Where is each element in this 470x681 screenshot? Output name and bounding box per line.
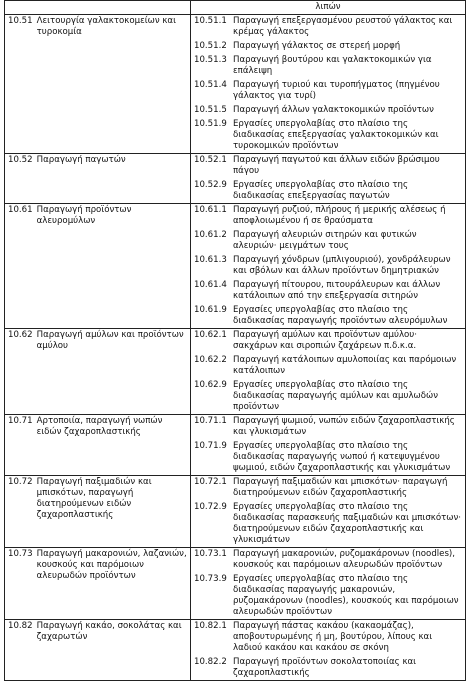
subclass-entry (194, 355, 462, 377)
subclass-code: 10.82.1 (194, 621, 227, 631)
subclass-code: 10.51.5 (194, 105, 227, 115)
subclass-text: Παραγωγή επεξεργασμένου ρευστού γάλακτος και κρέμας γάλακτος (233, 16, 453, 37)
group-cell (5, 15, 191, 154)
subclass-code: 10.51.1 (194, 16, 227, 26)
activity-codes-table (4, 0, 466, 681)
subclass-code: 10.62.2 (194, 355, 227, 365)
subclass-code: 10.72.1 (194, 477, 227, 487)
subclass-entry (194, 155, 462, 177)
table-row (5, 154, 466, 204)
group-title: Παραγωγή αμύλων και προϊόντων αμύλου (36, 330, 184, 351)
subclass-code: 10.61.2 (194, 230, 227, 240)
subclass-cell (191, 548, 466, 620)
group-cell (5, 620, 191, 681)
subclass-entry (194, 621, 462, 654)
group-title: Λειτουργία γαλακτοκομείων και τυροκομία (36, 16, 176, 37)
group-cell (5, 548, 191, 620)
subclass-entry (194, 441, 462, 474)
subclass-code: 10.72.9 (194, 502, 227, 512)
subclass-entry (194, 305, 462, 327)
subclass-entry (194, 119, 462, 152)
group-cell (5, 329, 191, 415)
group-title: Αρτοποιία, παραγωγή νωπών ειδών ζαχαροπλαστικής (36, 416, 163, 437)
subclass-code: 10.73.9 (194, 574, 227, 584)
subclass-text: Παραγωγή παγωτού και άλλων ειδών βρώσιμου πάγου (233, 155, 440, 176)
group-title: Παραγωγή κακάο, σοκολάτας και ζαχαρωτών (36, 621, 182, 642)
subclass-text: Παραγωγή βουτύρου και γαλακτοκομικών για επάλειψη (233, 55, 432, 76)
subclass-entry (194, 280, 462, 302)
subclass-code: 10.51.9 (194, 119, 227, 129)
subclass-code: 10.82.2 (194, 657, 227, 667)
table-row-fragment (5, 1, 466, 15)
subclass-entry (194, 657, 462, 679)
subclass-entry (194, 549, 462, 571)
group-cell (5, 154, 191, 204)
subclass-text: Παραγωγή κατάλοιπων αμυλοποιίας και παρόμοιων κατάλοιπων (233, 355, 457, 376)
subclass-text: Παραγωγή προϊόντων σοκολατοποιίας και ζαχαροπλαστικής (233, 657, 417, 678)
continued-text: λιπών (315, 2, 341, 12)
subclass-entry (194, 41, 462, 52)
table-row (5, 620, 466, 681)
subclass-entry (194, 255, 462, 277)
subclass-text: Εργασίες υπεργολαβίας στο πλαίσιο της διαδικασίας παραγωγής προϊόντων αλευρόμυλων (233, 305, 448, 326)
subclass-text: Εργασίες υπεργολαβίας στο πλαίσιο της διαδικασίας επεξεργασίας γαλακτοκομικών και τυροκομικών προϊόντων (233, 119, 439, 151)
subclass-text: Παραγωγή τυριού και τυροπήγματος (πηγμένου γάλακτος για τυρί) (233, 80, 440, 101)
group-title: Παραγωγή παγωτών (36, 155, 126, 165)
group-code: 10.82 (8, 621, 33, 631)
group-cell (5, 476, 191, 548)
subclass-text: Παραγωγή μακαρονιών, ρυζομακάρονων (noodles), κουσκούς και παρόμοιων αλευρωδών προϊόντων (233, 549, 456, 570)
subclass-cell (191, 620, 466, 681)
empty-cell (5, 1, 191, 15)
group-cell (5, 415, 191, 476)
subclass-entry (194, 80, 462, 102)
subclass-entry (194, 416, 462, 438)
group-code: 10.52 (8, 155, 33, 165)
subclass-cell (191, 154, 466, 204)
subclass-cell (191, 476, 466, 548)
subclass-code: 10.51.2 (194, 41, 227, 51)
subclass-text: Εργασίες υπεργολαβίας στο πλαίσιο της διαδικασίας παραγωγής μακαρονιών, ρυζομακάρονων (noodles), κουσκούς και παρόμοιων αλευρωδών προϊόντων (233, 574, 459, 617)
table-row (5, 415, 466, 476)
table-row (5, 476, 466, 548)
group-code: 10.61 (8, 205, 33, 215)
subclass-text: Παραγωγή χόνδρων (μπλιγουριού), χονδράλευρων και σβόλων και άλλων προϊόντων δημητριακών (233, 255, 451, 276)
subclass-text: Παραγωγή γάλακτος σε στερεή μορφή (233, 41, 401, 51)
subclass-entry (194, 330, 462, 352)
subclass-text: Παραγωγή πάστας κακάου (κακαομάζας), αποβουτυρωμένης ή μη, βουτύρου, λίπους και λαδιού κακάου και κακάου σε σκόνη (233, 621, 433, 653)
subclass-code: 10.73.1 (194, 549, 227, 559)
subclass-text: Παραγωγή παξιμαδιών και μπισκότων· παραγωγή διατηρούμενων ειδών ζαχαροπλαστικής (233, 477, 448, 498)
subclass-entry (194, 502, 462, 546)
subclass-cell (191, 329, 466, 415)
group-code: 10.62 (8, 330, 33, 340)
subclass-cell (191, 204, 466, 329)
subclass-entry (194, 380, 462, 413)
group-cell (5, 204, 191, 329)
subclass-code: 10.62.1 (194, 330, 227, 340)
subclass-text: Εργασίες υπεργολαβίας στο πλαίσιο της διαδικασίας παραγωγής νωπού ή κατεψυγμένου ψωμιού, ειδών ζαχαροπλαστικής και γλυκισμάτων (233, 441, 451, 473)
group-code: 10.73 (8, 549, 33, 559)
group-title: Παραγωγή μακαρονιών, λαζανιών, κουσκούς και παρόμοιων αλευρωδών προϊόντων (36, 549, 187, 581)
subclass-entry (194, 574, 462, 618)
subclass-text: Παραγωγή πίτουρου, πιτουράλευρων και άλλων κατάλοιπων από την επεξεργασία σιτηρών (233, 280, 441, 301)
subclass-text: Παραγωγή άλλων γαλακτοκομικών προϊόντων (233, 105, 434, 115)
subclass-entry (194, 55, 462, 77)
subclass-code: 10.61.9 (194, 305, 227, 315)
subclass-text: Παραγωγή ψωμιού, νωπών ειδών ζαχαροπλαστικής και γλυκισμάτων (233, 416, 455, 437)
subclass-text: Παραγωγή αμύλων και προϊόντων αμύλου· σακχάρων και σιροπιών ζαχάρεων π.δ.κ.α. (233, 330, 417, 351)
subclass-entry (194, 230, 462, 252)
table-row (5, 548, 466, 620)
subclass-code: 10.62.9 (194, 380, 227, 390)
fragment-cell (191, 1, 466, 15)
subclass-code: 10.52.9 (194, 180, 227, 190)
group-code: 10.71 (8, 416, 33, 426)
subclass-code: 10.51.3 (194, 55, 227, 65)
group-title: Παραγωγή παξιμαδιών και μπισκότων, παραγωγή διατηρούμενων ειδών ζαχαροπλαστικής (36, 477, 152, 520)
group-code: 10.72 (8, 477, 33, 487)
subclass-text: Εργασίες υπεργολαβίας στο πλαίσιο της διαδικασίας παραγωγής αμύλων και αμυλωδών προϊόντων (233, 380, 438, 412)
subclass-text: Παραγωγή αλευριών σιτηρών και φυτικών αλευριών· μειγμάτων τους (233, 230, 417, 251)
subclass-code: 10.61.1 (194, 205, 227, 215)
subclass-code: 10.71.1 (194, 416, 227, 426)
group-title: Παραγωγή προϊόντων αλευρομύλων (36, 205, 132, 226)
subclass-entry (194, 105, 462, 116)
subclass-code: 10.61.4 (194, 280, 227, 290)
subclass-code: 10.61.3 (194, 255, 227, 265)
subclass-text: Εργασίες υπεργολαβίας στο πλαίσιο της διαδικασίας επεξεργασίας παγωτών (233, 180, 409, 201)
subclass-entry (194, 180, 462, 202)
subclass-cell (191, 15, 466, 154)
subclass-entry (194, 477, 462, 499)
subclass-text: Παραγωγή ρυζιού, πλήρους ή μερικής αλέσεως ή αποφλοιωμένου ή σε θραύσματα (233, 205, 446, 226)
subclass-cell (191, 415, 466, 476)
group-code: 10.51 (8, 16, 33, 26)
table-row (5, 15, 466, 154)
subclass-code: 10.51.4 (194, 80, 227, 90)
subclass-text: Εργασίες υπεργολαβίας στο πλαίσιο της διαδικασίας παρασκευής παξιμαδιών και μπισκότων· διατηρούμενων ειδών ζαχαροπλαστικής και γλυκισμάτων (233, 502, 461, 545)
table-row (5, 329, 466, 415)
table-row (5, 204, 466, 329)
subclass-code: 10.71.9 (194, 441, 227, 451)
subclass-entry (194, 16, 462, 38)
subclass-entry (194, 205, 462, 227)
subclass-code: 10.52.1 (194, 155, 227, 165)
